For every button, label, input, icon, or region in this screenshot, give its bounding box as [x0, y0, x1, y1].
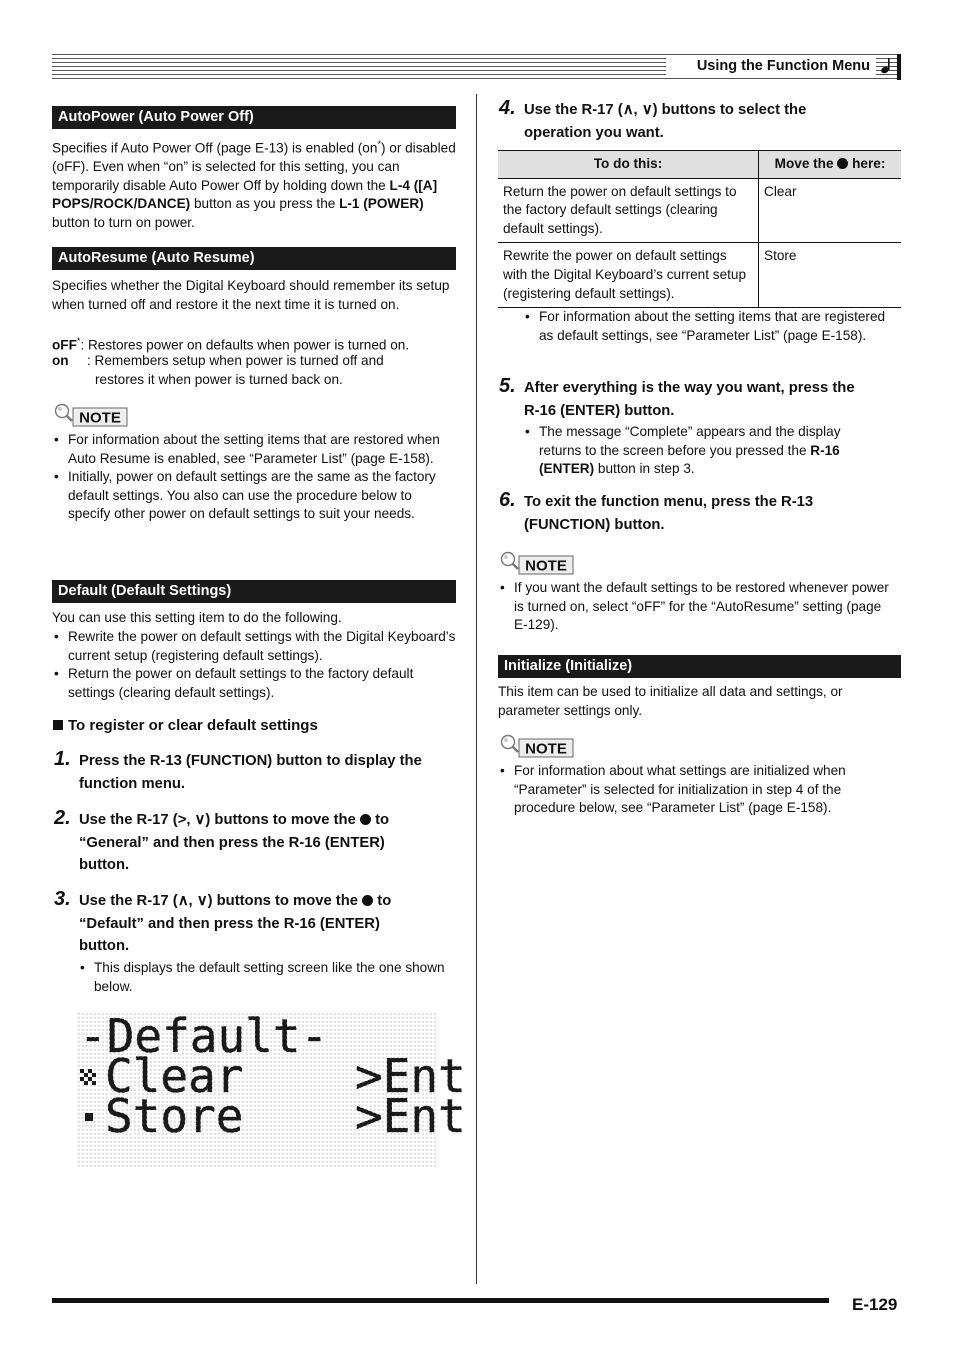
section-autopower-heading: AutoPower (Auto Power Off): [52, 106, 456, 129]
music-note-icon: [878, 56, 896, 76]
operation-table: [498, 150, 901, 308]
list-item: • For information about the setting items that are registered as default settings, see “Parameter List” (page E-158).: [523, 308, 893, 345]
table-row: Rewrite the power on default settings with the Digital Keyboard’s current setup (registering default settings). Store: [498, 243, 901, 308]
list-item: • Initially, power on default settings are the same as the factory default settings. You also can use the procedure below to specify other power on default settings to suit your needs.: [52, 468, 456, 524]
column-divider: [476, 94, 477, 1284]
footer-rule: [52, 1298, 829, 1303]
section-default-heading: Default (Default Settings): [52, 580, 456, 603]
table-row: Return the power on default settings to the factory default settings (clearing default settings). Clear: [498, 178, 901, 243]
list-item: • For information about the setting items that are restored when Auto Resume is enabled, see “Parameter List” (page E-158).: [52, 431, 456, 468]
note-list-3: [498, 762, 882, 818]
list-item: • If you want the default settings to be restored whenever power is turned on, select “oFF” for the “AutoResume” setting (page E-129).: [498, 579, 890, 635]
page-number: E-129: [852, 1295, 898, 1314]
step-2-text: Use the R-17 (>, ∨) buttons to move the to “General” and then press the R-16 (ENTER) button.: [79, 812, 390, 873]
lcd-line-2: Clear: [105, 1049, 244, 1103]
lcd-display: [77, 1009, 466, 1167]
note-icon: [51, 402, 129, 428]
table-header-do: To do this:: [498, 151, 759, 179]
step-5-number: 5.: [499, 375, 516, 397]
section-autoresume-heading: AutoResume (Auto Resume): [52, 247, 456, 270]
default-bullets: [52, 628, 456, 702]
autoresume-on-desc: : Remembers setup when power is turned off and restores it when power is turned back on.: [87, 353, 384, 387]
note-list-2: [498, 579, 890, 635]
initialize-description: This item can be used to initialize all data and settings, or parameter settings only.: [498, 684, 843, 718]
list-item: • Rewrite the power on default settings with the Digital Keyboard’s current setup (registering default settings).: [52, 628, 456, 665]
table-header-row: [498, 151, 901, 179]
step-3-text: Use the R-17 (∧, ∨) buttons to move the to “Default” and then press the R-16 (ENTER) button.: [79, 893, 392, 954]
lcd-line-3: Store: [105, 1089, 244, 1143]
note-icon: [497, 550, 575, 576]
page-header-title: Using the Function Menu: [696, 58, 870, 74]
lcd-ent-2: >Ent: [355, 1089, 466, 1143]
autoresume-off-option: oFF*: Restores power on defaults when power is turned on.: [52, 336, 410, 353]
lcd-bullet-icon: [85, 1113, 93, 1121]
lcd-ent-1: >Ent: [355, 1049, 466, 1103]
section-initialize-heading: Initialize (Initialize): [498, 655, 901, 678]
autopower-description: Specifies if Auto Power Off (page E-13) is enabled (on*) or disabled (oFF). Even when “on” is selected for this setting, you can temporarily disable Auto Power Off by holding down the L-4 ([A] POPS/ROCK/DANCE) button as you press the L-1 (POWER) button to turn on power.: [52, 139, 456, 230]
step-6-number: 6.: [499, 489, 516, 511]
table-header-move: Move the here:: [759, 151, 902, 179]
step-3-bullet: [78, 959, 448, 996]
step-4-text: Use the R-17 (∧, ∨) buttons to select the operation you want.: [524, 102, 807, 141]
step-5-text: After everything is the way you want, press the R-16 (ENTER) button.: [524, 380, 855, 419]
step-3-number: 3.: [54, 888, 71, 910]
svg-text:NOTE: NOTE: [79, 409, 121, 427]
default-intro: You can use this setting item to do the following.: [52, 610, 342, 625]
list-item: • Return the power on default settings to the factory default settings (clearing default settings).: [52, 665, 456, 702]
list-item: • For information about what settings are initialized when “Parameter” is selected for initialization in step 4 of the procedure below, see “Parameter List” (page E-158).: [498, 762, 882, 818]
step-5-bullet: [523, 423, 883, 479]
note-list-1: [52, 431, 456, 524]
svg-text:NOTE: NOTE: [525, 740, 567, 758]
cursor-dot-icon: [362, 895, 373, 906]
step-1-number: 1.: [54, 748, 71, 770]
autoresume-description: Specifies whether the Digital Keyboard should remember its setup when turned off and restore it the next time it is turned on.: [52, 278, 450, 312]
cursor-dot-icon: [360, 814, 371, 825]
header-bar: [897, 54, 901, 80]
note-icon: [497, 733, 575, 759]
table-bullet: [523, 308, 893, 345]
cursor-dot-icon: [837, 158, 848, 169]
lcd-line-1: -Default-: [79, 1009, 329, 1063]
step-4-number: 4.: [499, 97, 516, 119]
list-item: • This displays the default setting screen like the one shown below.: [78, 959, 448, 996]
step-1-text: Press the R-13 (FUNCTION) button to display the function menu.: [79, 753, 422, 792]
list-item: • The message “Complete” appears and the display returns to the screen before you pressed the R-16 (ENTER) button in step 3.: [523, 423, 883, 479]
autoresume-on-term: on: [52, 353, 69, 368]
step-2-number: 2.: [54, 807, 71, 829]
svg-text:NOTE: NOTE: [525, 557, 567, 575]
step-6-text: To exit the function menu, press the R-13 (FUNCTION) button.: [524, 494, 814, 533]
procedure-subheading: To register or clear default settings: [53, 717, 318, 734]
